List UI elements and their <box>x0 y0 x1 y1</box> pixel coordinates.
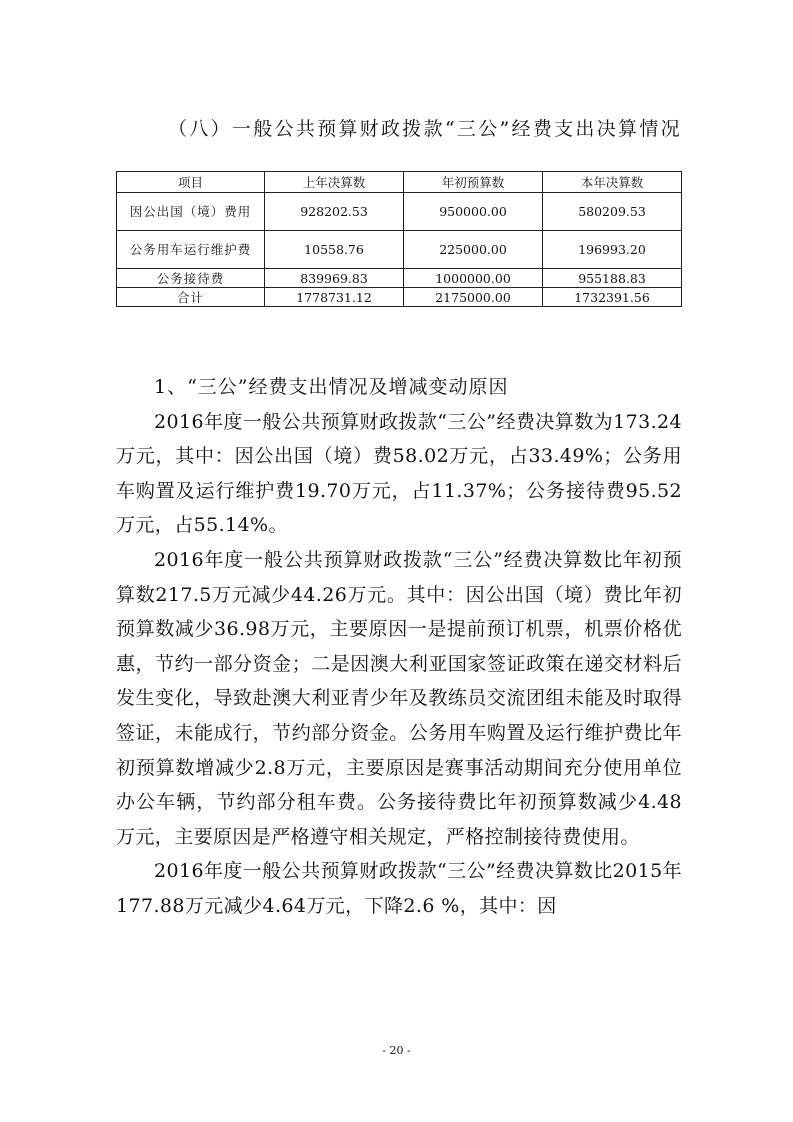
header-item: 项目 <box>117 172 265 193</box>
cell-budget: 2175000.00 <box>404 288 543 307</box>
table-row <box>117 193 682 231</box>
cell-final: 1732391.56 <box>543 288 682 307</box>
page-number: - 20 - <box>382 1044 411 1057</box>
table-row <box>117 231 682 269</box>
cell-prev-final: 10558.76 <box>265 231 404 269</box>
paragraph: 2016年度一般公共预算财政拨款“三公”经费决算数比2015年177.88万元减少4.64万元，下降2.6 %，其中：因 <box>116 860 682 917</box>
subsection-heading: 1、“三公”经费支出情况及增减变动原因 <box>154 376 509 398</box>
cell-prev-final: 1778731.12 <box>265 288 404 307</box>
row-name: 公务用车运行维护费 <box>117 231 265 269</box>
table-header-row <box>117 172 682 193</box>
cell-budget: 1000000.00 <box>404 269 543 288</box>
header-budget: 年初预算数 <box>404 172 543 193</box>
three-public-expenses-table <box>116 171 682 307</box>
section-title <box>116 108 682 150</box>
cell-final: 955188.83 <box>543 269 682 288</box>
row-name: 公务接待费 <box>117 269 265 288</box>
cell-prev-final: 839969.83 <box>265 269 404 288</box>
body-text <box>116 370 682 924</box>
row-name: 合计 <box>117 288 265 307</box>
cell-final: 580209.53 <box>543 193 682 231</box>
paragraph: 2016年度一般公共预算财政拨款“三公”经费决算数为173.24万元，其中：因公出国（境）费58.02万元，占33.49%；公务用车购置及运行维护费19.70万元，占11.37%；公务接待费95.52万元，占55.14%。 <box>116 410 682 537</box>
header-final: 本年决算数 <box>543 172 682 193</box>
cell-budget: 950000.00 <box>404 193 543 231</box>
row-name: 因公出国（境）费用 <box>117 193 265 231</box>
cell-budget: 225000.00 <box>404 231 543 269</box>
table-total-row <box>117 288 682 307</box>
cell-final: 196993.20 <box>543 231 682 269</box>
section-title-text: （八）一般公共预算财政拨款“三公”经费支出决算情况 <box>168 118 682 140</box>
cell-prev-final: 928202.53 <box>265 193 404 231</box>
table-row <box>117 269 682 288</box>
header-prev-final: 上年决算数 <box>265 172 404 193</box>
paragraph: 2016年度一般公共预算财政拨款“三公”经费决算数比年初预算数217.5万元减少44.26万元。其中：因公出国（境）费比年初预算数减少36.98万元，主要原因一是提前预订机票，机票价格优惠，节约一部分资金；二是因澳大利亚国家签证政策在递交材料后发生变化，导致赴澳大利亚青少年及教练员交流团组未能及时取得签证，未能成行，节约部分资金。公务用车购置及运行维护费比年初预算数增减少2.8万元，主要原因是赛事活动期间充分使用单位办公车辆，节约部分租车费。公务接待费比年初预算数减少4.48万元，主要原因是严格遵守相关规定，严格控制接待费使用。 <box>116 548 682 848</box>
